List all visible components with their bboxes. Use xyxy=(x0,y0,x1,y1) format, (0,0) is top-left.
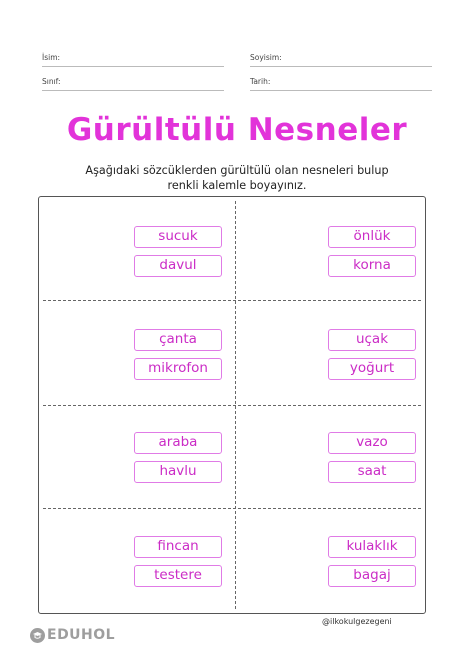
word-box-mikrofon[interactable]: mikrofon xyxy=(134,358,222,380)
logo-text: EDUHOL xyxy=(47,627,116,643)
horizontal-divider xyxy=(43,300,421,301)
page-title: Gürültülü Nesneler xyxy=(66,112,408,148)
word-box-ucak[interactable]: uçak xyxy=(328,329,416,351)
word-box-havlu[interactable]: havlu xyxy=(134,461,222,483)
word-box-vazo[interactable]: vazo xyxy=(328,432,416,454)
name-label: İsim: xyxy=(42,53,61,62)
class-line[interactable] xyxy=(42,90,224,91)
word-box-saat[interactable]: saat xyxy=(328,461,416,483)
word-box-canta[interactable]: çanta xyxy=(134,329,222,351)
horizontal-divider xyxy=(43,508,421,509)
word-box-davul[interactable]: davul xyxy=(134,255,222,277)
instruction-line-2: renkli kalemle boyayınız. xyxy=(167,179,307,192)
horizontal-divider xyxy=(43,405,421,406)
social-handle: @ilkokulgezegeni xyxy=(322,617,392,626)
word-box-kulaklik[interactable]: kulaklık xyxy=(328,536,416,558)
word-box-korna[interactable]: korna xyxy=(328,255,416,277)
class-label: Sınıf: xyxy=(42,77,61,86)
word-box-yogurt[interactable]: yoğurt xyxy=(328,358,416,380)
word-box-sucuk[interactable]: sucuk xyxy=(134,226,222,248)
instruction-line-1: Aşağıdaki sözcüklerden gürültülü olan nesneleri bulup xyxy=(85,164,389,177)
word-box-onluk[interactable]: önlük xyxy=(328,226,416,248)
date-label: Tarih: xyxy=(250,77,271,86)
logo-graduation-icon xyxy=(30,628,45,643)
name-line[interactable] xyxy=(42,66,224,67)
word-box-bagaj[interactable]: bagaj xyxy=(328,565,416,587)
word-box-testere[interactable]: testere xyxy=(134,565,222,587)
date-line[interactable] xyxy=(250,90,432,91)
surname-line[interactable] xyxy=(250,66,432,67)
word-box-araba[interactable]: araba xyxy=(134,432,222,454)
surname-label: Soyisim: xyxy=(250,53,282,62)
word-box-fincan[interactable]: fincan xyxy=(134,536,222,558)
eduhol-logo xyxy=(30,626,115,644)
instruction-text xyxy=(60,163,414,193)
